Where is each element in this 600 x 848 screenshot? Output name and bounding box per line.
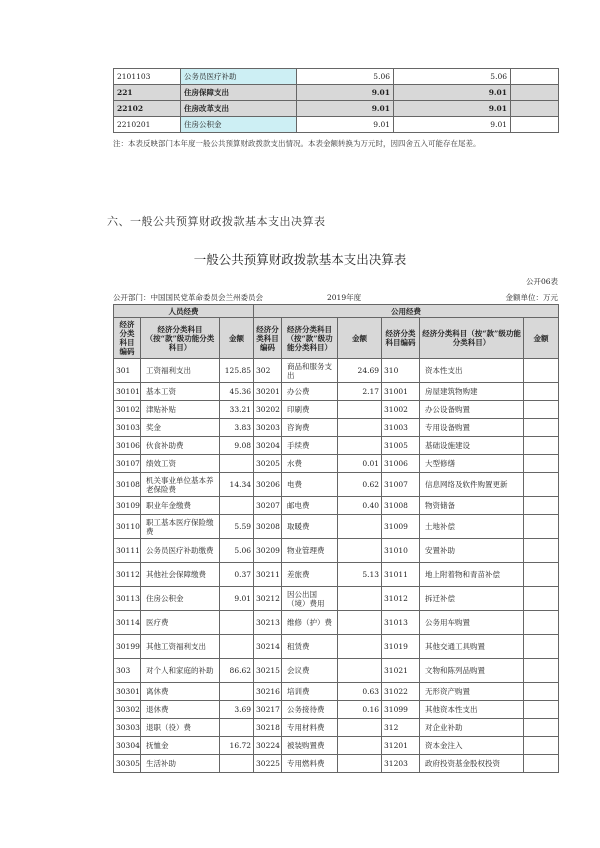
amount-cell: 9.01 — [394, 101, 511, 117]
amount-cell — [220, 719, 254, 737]
name-cell: 资本性支出 — [420, 359, 524, 383]
amount-cell: 5.59 — [220, 515, 254, 539]
amount-cell — [524, 473, 559, 497]
name-cell: 工资福利支出 — [141, 359, 220, 383]
code-cell: 31003 — [382, 419, 420, 437]
name-cell: 公务接待费 — [282, 701, 338, 719]
name-cell: 政府投资基金股权投资 — [420, 755, 524, 773]
category-code-cell: 221 — [114, 85, 181, 101]
amount-cell — [524, 455, 559, 473]
amount-cell: 33.21 — [220, 401, 254, 419]
code-cell: 30109 — [114, 497, 141, 515]
amount-cell — [338, 659, 382, 683]
col-header-name: 经济分类科目（按“款”级功能分类科目） — [420, 318, 524, 359]
name-cell: 物业管理费 — [282, 539, 338, 563]
code-cell: 30303 — [114, 719, 141, 737]
col-header-code: 经济分类科目编码 — [382, 318, 420, 359]
code-cell: 30206 — [254, 473, 282, 497]
name-cell: 取暖费 — [282, 515, 338, 539]
code-cell: 31009 — [382, 515, 420, 539]
name-cell: 办公设备购置 — [420, 401, 524, 419]
code-cell: 30114 — [114, 611, 141, 635]
name-cell: 邮电费 — [282, 497, 338, 515]
name-cell: 职工基本医疗保险缴费 — [141, 515, 220, 539]
amount-cell: 5.06 — [220, 539, 254, 563]
amount-cell — [220, 455, 254, 473]
name-cell: 水费 — [282, 455, 338, 473]
code-cell: 312 — [382, 719, 420, 737]
basic-expenditure-table — [113, 304, 559, 773]
amount-cell: 0.63 — [338, 683, 382, 701]
code-cell: 30215 — [254, 659, 282, 683]
amount-cell — [524, 497, 559, 515]
code-cell: 30112 — [114, 563, 141, 587]
header-group-row — [114, 305, 559, 318]
name-cell: 会议费 — [282, 659, 338, 683]
col-header-name: 经济分类科目（按“款”级功能分类科目） — [282, 318, 338, 359]
table-row — [114, 659, 559, 683]
name-cell: 被装购置费 — [282, 737, 338, 755]
code-cell: 30102 — [114, 401, 141, 419]
table-row — [114, 383, 559, 401]
amount-cell — [338, 587, 382, 611]
amount-cell: 9.01 — [297, 117, 394, 133]
name-cell: 差旅费 — [282, 563, 338, 587]
code-cell: 30110 — [114, 515, 141, 539]
code-cell: 31201 — [382, 737, 420, 755]
department-label: 公开部门：中国国民党革命委员会兰州委员会 — [113, 293, 263, 302]
amount-cell: 9.01 — [394, 85, 511, 101]
form-number: 公开06表 — [525, 277, 558, 286]
code-cell: 30111 — [114, 539, 141, 563]
code-cell: 30213 — [254, 611, 282, 635]
table-row — [114, 117, 559, 133]
code-cell: 31099 — [382, 701, 420, 719]
name-cell: 办公费 — [282, 383, 338, 401]
table-row — [114, 755, 559, 773]
amount-cell: 3.69 — [220, 701, 254, 719]
name-cell: 抚恤金 — [141, 737, 220, 755]
category-code-cell: 22102 — [114, 101, 181, 117]
name-cell: 其他交通工具购置 — [420, 635, 524, 659]
public-header: 公用经费 — [254, 305, 559, 318]
name-cell: 拆迁补偿 — [420, 587, 524, 611]
name-cell: 文物和陈列品购置 — [420, 659, 524, 683]
code-cell: 31203 — [382, 755, 420, 773]
name-cell: 住房公积金 — [141, 587, 220, 611]
name-cell: 伙食补助费 — [141, 437, 220, 455]
name-cell: 其他工资福利支出 — [141, 635, 220, 659]
code-cell: 30103 — [114, 419, 141, 437]
table-row — [114, 701, 559, 719]
name-cell: 培训费 — [282, 683, 338, 701]
code-cell: 30106 — [114, 437, 141, 455]
code-cell: 31021 — [382, 659, 420, 683]
code-cell: 30207 — [254, 497, 282, 515]
name-cell: 土地补偿 — [420, 515, 524, 539]
amount-cell: 9.01 — [297, 101, 394, 117]
code-cell: 31022 — [382, 683, 420, 701]
code-cell: 30211 — [254, 563, 282, 587]
amount-cell — [524, 437, 559, 455]
category-code-cell: 2210201 — [114, 117, 181, 133]
name-cell: 物资储备 — [420, 497, 524, 515]
code-cell: 30108 — [114, 473, 141, 497]
category-name-cell: 公务员医疗补助 — [181, 69, 297, 85]
amount-cell: 0.16 — [338, 701, 382, 719]
code-cell: 31005 — [382, 437, 420, 455]
name-cell: 印刷费 — [282, 401, 338, 419]
fiscal-year: 2019年度 — [327, 293, 362, 302]
name-cell: 离休费 — [141, 683, 220, 701]
amount-cell: 9.01 — [220, 587, 254, 611]
amount-cell — [524, 539, 559, 563]
name-cell: 生活补助 — [141, 755, 220, 773]
amount-cell — [524, 683, 559, 701]
table-row — [114, 69, 559, 85]
amount-cell — [220, 683, 254, 701]
name-cell: 医疗费 — [141, 611, 220, 635]
amount-cell: 125.85 — [220, 359, 254, 383]
name-cell: 维修（护）费 — [282, 611, 338, 635]
col-header-code: 经济分类科目编码 — [114, 318, 141, 359]
amount-cell: 86.62 — [220, 659, 254, 683]
amount-cell: 24.69 — [338, 359, 382, 383]
header-column-row — [114, 318, 559, 359]
code-cell: 31007 — [382, 473, 420, 497]
amount-cell: 9.01 — [394, 117, 511, 133]
table-title: 一般公共预算财政拨款基本支出决算表 — [193, 252, 407, 267]
code-cell: 30302 — [114, 701, 141, 719]
amount-cell — [524, 587, 559, 611]
name-cell: 房屋建筑物购建 — [420, 383, 524, 401]
amount-cell — [338, 755, 382, 773]
name-cell: 津贴补贴 — [141, 401, 220, 419]
name-cell: 退职（役）费 — [141, 719, 220, 737]
amount-cell: 16.72 — [220, 737, 254, 755]
category-name-cell: 住房公积金 — [181, 117, 297, 133]
amount-cell — [524, 383, 559, 401]
previous-table-continuation — [113, 68, 559, 133]
amount-cell — [220, 755, 254, 773]
personnel-header: 人员经费 — [114, 305, 254, 318]
code-cell: 30216 — [254, 683, 282, 701]
amount-cell — [220, 497, 254, 515]
name-cell: 手续费 — [282, 437, 338, 455]
name-cell: 商品和服务支出 — [282, 359, 338, 383]
code-cell: 31006 — [382, 455, 420, 473]
code-cell: 31019 — [382, 635, 420, 659]
code-cell: 310 — [382, 359, 420, 383]
amount-cell — [524, 737, 559, 755]
amount-cell — [524, 359, 559, 383]
code-cell: 30305 — [114, 755, 141, 773]
name-cell: 其他社会保障缴费 — [141, 563, 220, 587]
empty-cell — [511, 85, 559, 101]
table-row — [114, 419, 559, 437]
amount-cell — [220, 611, 254, 635]
empty-cell — [511, 101, 559, 117]
amount-cell — [338, 515, 382, 539]
amount-cell — [524, 755, 559, 773]
name-cell: 专用材料费 — [282, 719, 338, 737]
amount-cell — [524, 635, 559, 659]
name-cell: 专用设备购置 — [420, 419, 524, 437]
code-cell: 31008 — [382, 497, 420, 515]
code-cell: 30218 — [254, 719, 282, 737]
amount-cell — [220, 635, 254, 659]
col-header-amount: 金额 — [220, 318, 254, 359]
code-cell: 30208 — [254, 515, 282, 539]
name-cell: 基础设施建设 — [420, 437, 524, 455]
code-cell: 301 — [114, 359, 141, 383]
name-cell: 退休费 — [141, 701, 220, 719]
amount-cell — [338, 611, 382, 635]
table-row — [114, 359, 559, 383]
name-cell: 职业年金缴费 — [141, 497, 220, 515]
table-row — [114, 683, 559, 701]
name-cell: 其他资本性支出 — [420, 701, 524, 719]
name-cell: 绩效工资 — [141, 455, 220, 473]
amount-cell — [524, 401, 559, 419]
code-cell: 302 — [254, 359, 282, 383]
name-cell: 租赁费 — [282, 635, 338, 659]
table-row — [114, 515, 559, 539]
amount-cell: 5.06 — [297, 69, 394, 85]
table-row — [114, 455, 559, 473]
code-cell: 30107 — [114, 455, 141, 473]
name-cell: 安置补助 — [420, 539, 524, 563]
category-code-cell: 2101103 — [114, 69, 181, 85]
code-cell: 31001 — [382, 383, 420, 401]
name-cell: 信息网络及软件购置更新 — [420, 473, 524, 497]
table-row — [114, 497, 559, 515]
amount-unit: 金额单位：万元 — [505, 293, 558, 302]
code-cell: 31013 — [382, 611, 420, 635]
code-cell: 31010 — [382, 539, 420, 563]
name-cell: 无形资产购置 — [420, 683, 524, 701]
amount-cell: 5.13 — [338, 563, 382, 587]
amount-cell — [338, 437, 382, 455]
code-cell: 30113 — [114, 587, 141, 611]
table-row — [114, 563, 559, 587]
col-header-amount: 金额 — [524, 318, 559, 359]
table-row — [114, 539, 559, 563]
amount-cell — [338, 419, 382, 437]
name-cell: 电费 — [282, 473, 338, 497]
amount-cell — [338, 719, 382, 737]
amount-cell — [524, 419, 559, 437]
empty-cell — [511, 117, 559, 133]
amount-cell: 45.36 — [220, 383, 254, 401]
amount-cell: 5.06 — [394, 69, 511, 85]
code-cell: 30101 — [114, 383, 141, 401]
code-cell: 30205 — [254, 455, 282, 473]
category-name-cell: 住房保障支出 — [181, 85, 297, 101]
name-cell: 公务员医疗补助缴费 — [141, 539, 220, 563]
col-header-name: 经济分类科目（按“款”级功能分类科目） — [141, 318, 220, 359]
code-cell: 30202 — [254, 401, 282, 419]
table-row — [114, 635, 559, 659]
name-cell: 因公出国（境）费用 — [282, 587, 338, 611]
name-cell: 咨询费 — [282, 419, 338, 437]
name-cell: 专用燃料费 — [282, 755, 338, 773]
name-cell: 资本金注入 — [420, 737, 524, 755]
amount-cell — [524, 515, 559, 539]
name-cell: 基本工资 — [141, 383, 220, 401]
code-cell: 30304 — [114, 737, 141, 755]
table-row — [114, 719, 559, 737]
code-cell: 30203 — [254, 419, 282, 437]
amount-cell: 2.17 — [338, 383, 382, 401]
amount-cell — [524, 701, 559, 719]
amount-cell: 14.34 — [220, 473, 254, 497]
amount-cell — [524, 719, 559, 737]
amount-cell: 0.37 — [220, 563, 254, 587]
code-cell: 30224 — [254, 737, 282, 755]
code-cell: 30225 — [254, 755, 282, 773]
table-row — [114, 85, 559, 101]
amount-cell: 3.83 — [220, 419, 254, 437]
col-header-code: 经济分类科目编码 — [254, 318, 282, 359]
amount-cell — [338, 539, 382, 563]
name-cell: 机关事业单位基本养老保险费 — [141, 473, 220, 497]
amount-cell: 9.01 — [297, 85, 394, 101]
amount-cell — [524, 659, 559, 683]
amount-cell — [524, 563, 559, 587]
table-row — [114, 737, 559, 755]
amount-cell — [338, 401, 382, 419]
name-cell: 公务用车购置 — [420, 611, 524, 635]
code-cell: 30217 — [254, 701, 282, 719]
table-row — [114, 101, 559, 117]
code-cell: 31011 — [382, 563, 420, 587]
category-name-cell: 住房改革支出 — [181, 101, 297, 117]
code-cell: 30209 — [254, 539, 282, 563]
amount-cell — [338, 737, 382, 755]
amount-cell: 0.40 — [338, 497, 382, 515]
col-header-amount: 金额 — [338, 318, 382, 359]
code-cell: 30212 — [254, 587, 282, 611]
name-cell: 大型修缮 — [420, 455, 524, 473]
amount-cell: 0.62 — [338, 473, 382, 497]
amount-cell — [338, 635, 382, 659]
name-cell: 对个人和家庭的补助 — [141, 659, 220, 683]
table-row — [114, 611, 559, 635]
amount-cell: 0.01 — [338, 455, 382, 473]
table-note: 注：本表反映部门本年度一般公共预算财政拨款支出情况。本表金额转换为万元时，因四舍五入可能存在尾差。 — [113, 139, 481, 148]
code-cell: 30214 — [254, 635, 282, 659]
code-cell: 303 — [114, 659, 141, 683]
table-row — [114, 473, 559, 497]
table-row — [114, 437, 559, 455]
code-cell: 30199 — [114, 635, 141, 659]
table-row — [114, 401, 559, 419]
code-cell: 30301 — [114, 683, 141, 701]
name-cell: 对企业补助 — [420, 719, 524, 737]
amount-cell — [524, 611, 559, 635]
code-cell: 30204 — [254, 437, 282, 455]
section-heading: 六、一般公共预算财政拨款基本支出决算表 — [107, 215, 326, 228]
code-cell: 31002 — [382, 401, 420, 419]
code-cell: 31012 — [382, 587, 420, 611]
table-row — [114, 587, 559, 611]
amount-cell: 9.08 — [220, 437, 254, 455]
code-cell: 30201 — [254, 383, 282, 401]
name-cell: 奖金 — [141, 419, 220, 437]
empty-cell — [511, 69, 559, 85]
name-cell: 地上附着物和青苗补偿 — [420, 563, 524, 587]
